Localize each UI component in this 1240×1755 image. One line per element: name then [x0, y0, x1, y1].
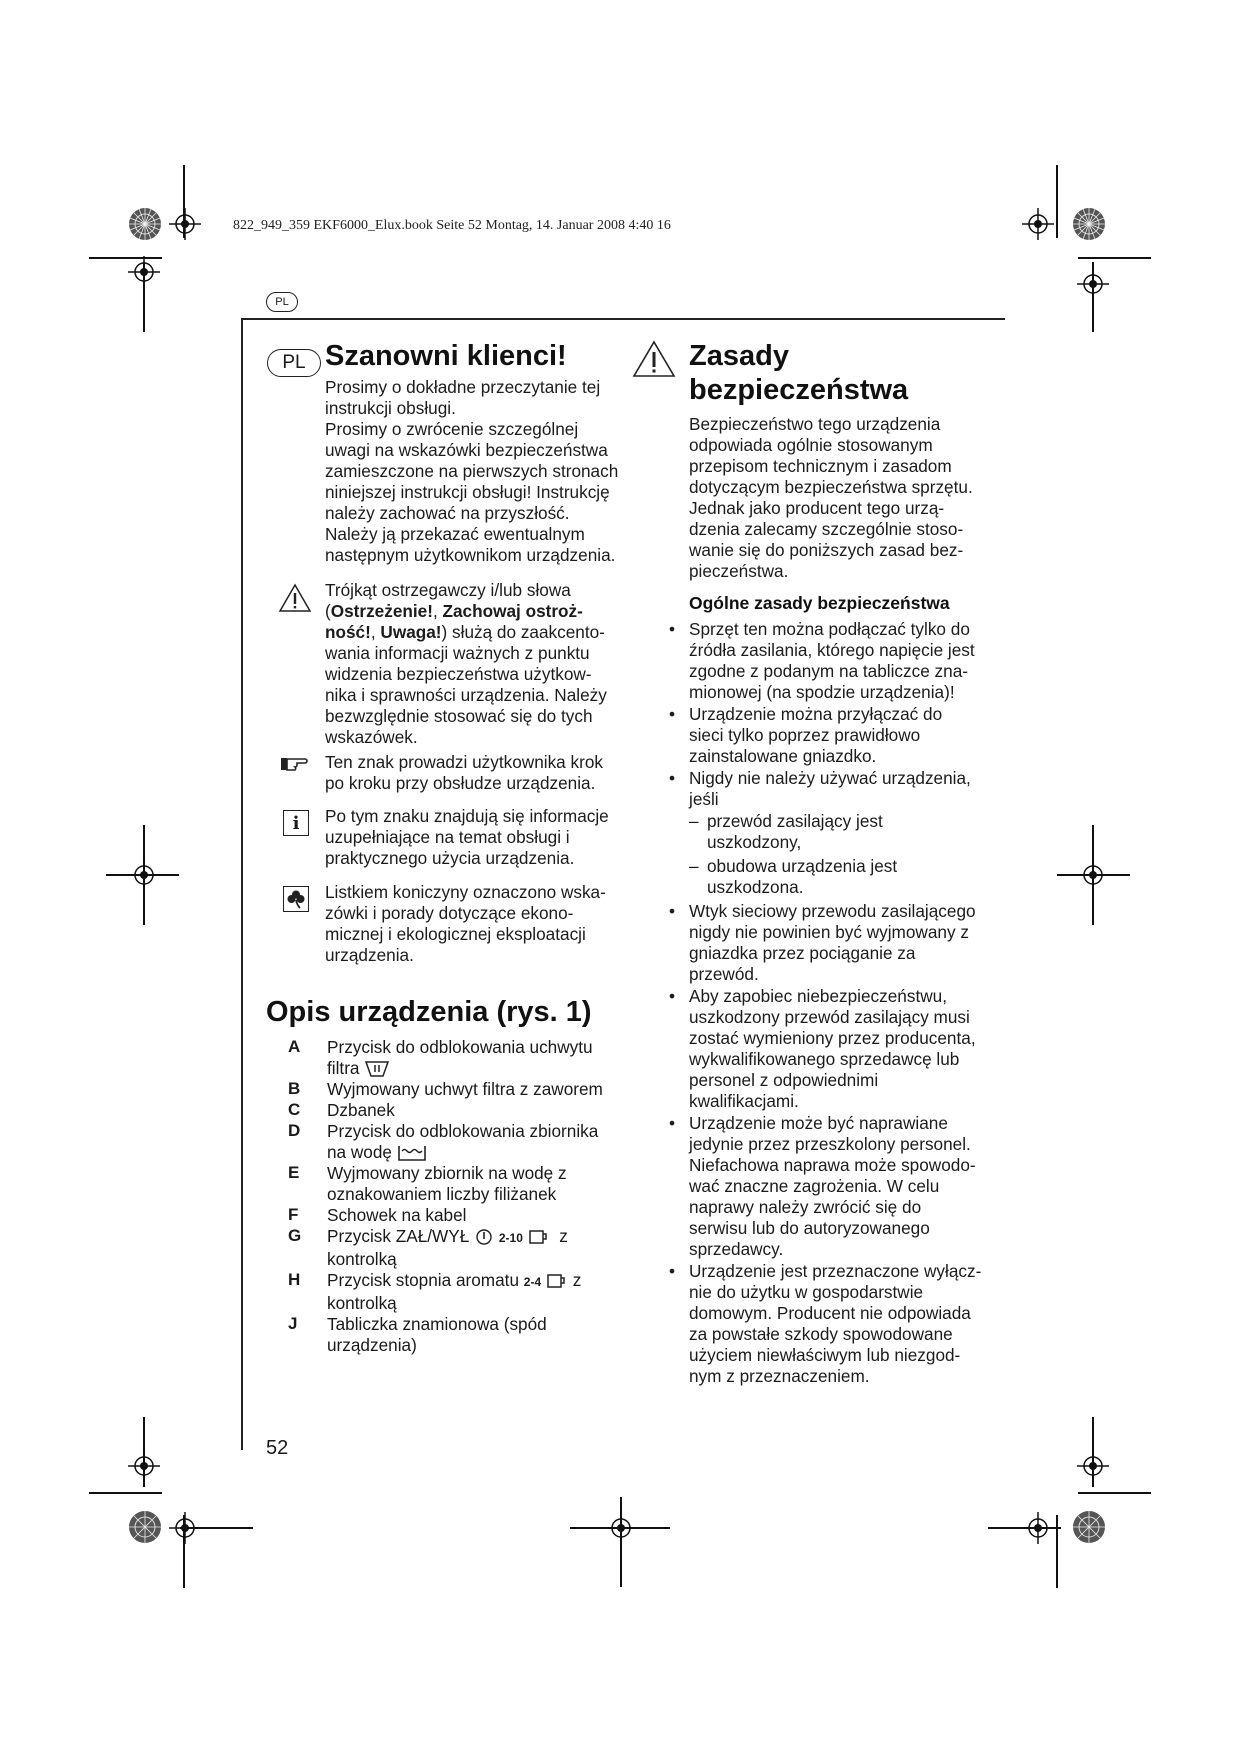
language-badge: PL: [266, 292, 298, 312]
intro-text: Prosimy o dokładne przeczytanie tej instrukcji obsługi. Prosimy o zwrócenie szczególnej uwagi na wskazówki bezpieczeństwa zamieszczone na pierwszych stronach niniejszej instrukcji obsługi! Instrukcję należy zachować na przyszłość. Należy ją przekazać ewentualnym następnym użytkownikom urządzenia.: [325, 377, 619, 565]
starburst-mark-icon: [128, 1510, 162, 1544]
list-item: • Nigdy nie należy używać urządzenia, jeśli – przewód zasilający jest uszkodzony, – obudowa urządzenia jest uszkodzona.: [689, 768, 1009, 898]
list-item: E Wyjmowany zbiornik na wodę z oznakowaniem liczby filiżanek: [288, 1163, 567, 1204]
list-item: D Przycisk do odblokowania zbiornika na wodę: [288, 1121, 599, 1162]
safety-title: Zasady bezpieczeństwa: [689, 340, 909, 406]
page-number: 52: [266, 1437, 289, 1459]
water-tank-icon: [397, 1144, 427, 1162]
registration-mark-icon: [1022, 1512, 1054, 1544]
clover-leaf-icon: [283, 886, 309, 912]
file-info-header: 822_949_359 EKF6000_Elux.book Seite 52 Montag, 14. Januar 2008 4:40 16: [233, 218, 671, 233]
warning-explanation: Trójkąt ostrzegawczy i/lub słowa (Ostrzeżenie!, Zachowaj ostroż- ność!, Uwaga!) służą do zaakcento- wania informacji ważnych z punktu widzenia bezpieczeństwa użytkow- nika i sprawności urządzenia. Należy bezwzględnie stosować się do tych wskazówek.: [325, 580, 607, 747]
header-rule: [241, 318, 1005, 320]
power-icon: [474, 1228, 494, 1246]
info-explanation: Po tym znaku znajdują się informacje uzupełniające na temat obsługi i praktycznego użycia urządzenia.: [325, 806, 609, 868]
list-item: • Urządzenie można przyłączać do sieci tylko poprzez prawidłowo zainstalowane gniazdko.: [669, 704, 943, 766]
description-title: Opis urządzenia (rys. 1): [266, 996, 592, 1028]
starburst-mark-icon: [1072, 1510, 1106, 1544]
safety-bullets: [669, 619, 1009, 1387]
registration-mark-icon: [1022, 208, 1054, 240]
registration-mark-icon: [1077, 859, 1109, 891]
list-item: • Aby zapobiec niebezpieczeństwu, uszkodzony przewód zasilający musi zostać wymieniony przez producenta, wykwalifikowanego sprzedawcę lub personel z odpowiednimi kwalifikacjami.: [669, 986, 976, 1111]
warning-triangle-icon: [632, 340, 676, 378]
margin-rule: [241, 318, 243, 1450]
registration-mark-icon: [169, 208, 201, 240]
starburst-mark-icon: [128, 207, 162, 241]
safety-subtitle: Ogólne zasady bezpieczeństwa: [689, 593, 950, 613]
list-item: • Urządzenie jest przeznaczone wyłącz- nie do użytku w gospodarstwie domowym. Producent nie odpowiada za powstałe szkody spowodowane użyciem niewłaściwym lub niezgod- nym z przeznaczeniem.: [669, 1261, 982, 1386]
pointing-hand-icon: [280, 754, 308, 772]
list-item: H Przycisk stopnia aromatu 2-4 z kontrolką: [288, 1270, 582, 1313]
component-list: [290, 1037, 635, 1356]
intro-title: Szanowni klienci!: [325, 340, 567, 372]
registration-mark-icon: [1077, 1450, 1109, 1482]
sub-list-item: – obudowa urządzenia jest uszkodzona.: [689, 856, 898, 897]
clover-explanation: Listkiem koniczyny oznaczono wska- zówki i porady dotyczące ekono- micznej i ekologicznej eksploatacji urządzenia.: [325, 882, 606, 965]
list-item: B Wyjmowany uchwyt filtra z zaworem: [288, 1079, 603, 1099]
list-item: F Schowek na kabel: [288, 1205, 467, 1225]
sub-list-item: – przewód zasilający jest uszkodzony,: [689, 811, 883, 852]
cup-icon: [528, 1228, 550, 1246]
list-item: G Przycisk ZAŁ/WYŁ 2-10 z kontrolką: [288, 1226, 568, 1269]
warning-triangle-icon: [278, 583, 312, 613]
registration-mark-icon: [605, 1512, 637, 1544]
list-item: • Wtyk sieciowy przewodu zasilającego nigdy nie powinien być wyjmowany z gniazdka przez pociąganie za przewód.: [669, 901, 976, 984]
hand-explanation: Ten znak prowadzi użytkownika krok po kroku przy obsłudze urządzenia.: [325, 752, 603, 793]
section-language-badge: PL: [267, 349, 321, 377]
info-icon: i: [283, 810, 309, 836]
registration-mark-icon: [169, 1512, 201, 1544]
safety-intro: Bezpieczeństwo tego urządzenia odpowiada ogólnie stosowanym przepisom technicznym i zasadom dotyczącym bezpieczeństwa sprzętu. Jednak jako producent tego urzą- dzenia zalecamy szczególnie stoso- wanie się do poniższych zasad bez- pieczeństwa.: [689, 414, 973, 581]
list-item: A Przycisk do odblokowania uchwytu filtra: [288, 1037, 593, 1078]
list-item: J Tabliczka znamionowa (spód urządzenia): [288, 1314, 547, 1355]
list-item: • Sprzęt ten można podłączać tylko do źródła zasilania, którego napięcie jest zgodne z podanym na tabliczce zna- mionowej (na spodzie urządzenia)!: [669, 619, 975, 702]
list-item: C Dzbanek: [288, 1100, 395, 1120]
registration-mark-icon: [128, 1450, 160, 1482]
cup-icon: [546, 1272, 568, 1290]
list-item: • Urządzenie może być naprawiane jedynie przez przeszkolony personel. Niefachowa naprawa może spowodo- wać znaczne zagrożenia. W celu naprawy należy zwrócić się do serwisu lub do autoryzowanego sprzedawcy.: [669, 1113, 976, 1259]
filter-unlock-icon: [364, 1060, 390, 1078]
registration-mark-icon: [128, 859, 160, 891]
starburst-mark-icon: [1072, 207, 1106, 241]
